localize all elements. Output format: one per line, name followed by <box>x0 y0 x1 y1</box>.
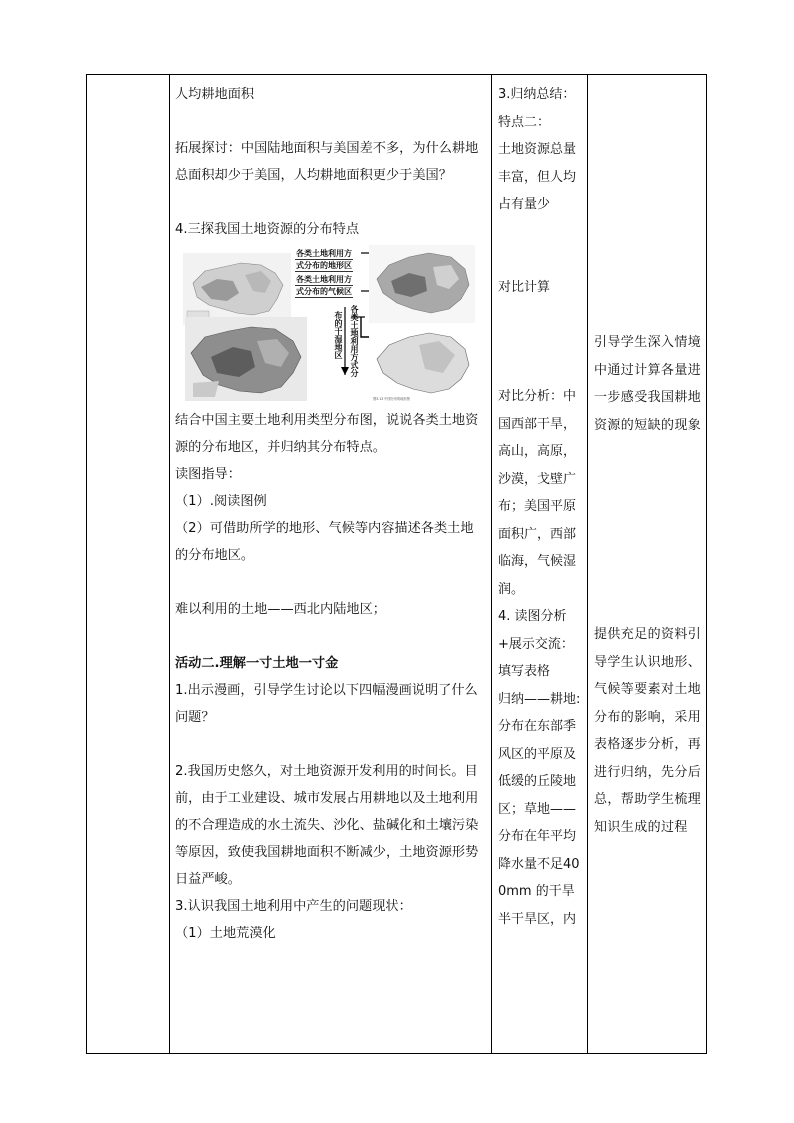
design-intent-column <box>587 75 708 841</box>
paragraph: 提供充足的资料引导学生认识地形、气候等要素对土地分布的影响，采用表格逐步分析，再进行归纳，先分后总，帮助学生梳理知识生成的过程 <box>594 627 702 835</box>
china-terrain-map <box>185 317 307 401</box>
paragraph: 人均耕地面积 <box>175 87 255 102</box>
paragraph: （1）.阅读图例 <box>175 494 267 509</box>
paragraph: 3.归纳总结： <box>498 87 576 102</box>
paragraph: 结合中国主要土地利用类型分布图，说说各类土地资源的分布地区，并归纳其分布特点。 <box>175 413 479 455</box>
paragraph: （1）土地荒漠化 <box>175 926 276 941</box>
paragraph: 土地资源总量丰富，但人均占有量少 <box>498 142 577 212</box>
paragraph: 难以利用的土地——西北内陆地区； <box>175 602 386 617</box>
activity-heading: 活动二.理解一寸土地一寸金 <box>175 656 339 671</box>
china-landform-map <box>369 245 475 323</box>
figure-label: 各类土地利用方 <box>296 249 352 258</box>
land-use-maps-figure <box>183 245 473 405</box>
stage-column <box>87 75 169 1053</box>
paragraph: 1.出示漫画，引导学生讨论以下四幅漫画说明了什么问题？ <box>175 683 478 725</box>
paragraph: 3.认识我国土地利用中产生的问题现状： <box>175 899 412 914</box>
paragraph: 引导学生深入情境中通过计算各量进一步感受我国耕地资源的短缺的现象 <box>594 335 702 433</box>
figure-label: 式分布的地形区 <box>296 261 352 270</box>
paragraph: 特点二： <box>498 114 551 130</box>
china-land-use-map <box>183 253 291 325</box>
student-activity-column <box>491 75 587 933</box>
paragraph: 拓展探讨：中国陆地面积与美国差不多，为什么耕地总面积却少于美国，人均耕地面积更少于美国？ <box>175 141 479 183</box>
paragraph: 读图指导： <box>175 467 241 482</box>
figure-vertical-label: 各类土地利用方式分 <box>350 305 359 377</box>
paragraph: 对比分析：中国西部干旱，高山，高原，沙漠，戈壁广布；美国平原面积广，西部临海，气候湿润。 <box>498 389 577 597</box>
paragraph: 4. 读图分析+展示交流： <box>498 609 574 652</box>
map-caption: 图3.13 中国分布的地形图 <box>373 397 410 401</box>
paragraph: （2）可借助所学的地形、气候等内容描述各类土地的分布地区。 <box>175 521 474 563</box>
figure-label: 式分布的气候区 <box>296 287 352 296</box>
paragraph: 2.我国历史悠久，对土地资源开发利用的时间长。目前，由于工业建设、城市发展占用耕地以及土地利用的不合理造成的水土流失、沙化、盐碱化和土壤污染等原因，致使我国耕地面积不断减少，土地资源形势日益严峻。 <box>175 764 479 887</box>
figure-label: 各类土地利用方 <box>296 275 352 284</box>
paragraph: 填写表格 <box>498 664 551 679</box>
figure-vertical-label: 布的干湿地区 <box>334 311 343 359</box>
lesson-table <box>86 74 707 1054</box>
paragraph: 对比计算 <box>498 279 551 295</box>
teaching-content-column <box>169 75 491 947</box>
paragraph: 归纳——耕地:分布在东部季风区的平原及低缓的丘陵地区；草地——分布在年平均降水量不足400mm 的干旱半干旱区，内 <box>498 691 581 927</box>
section-heading: 4.三探我国土地资源的分布特点 <box>175 222 360 237</box>
china-climate-map <box>369 325 475 403</box>
